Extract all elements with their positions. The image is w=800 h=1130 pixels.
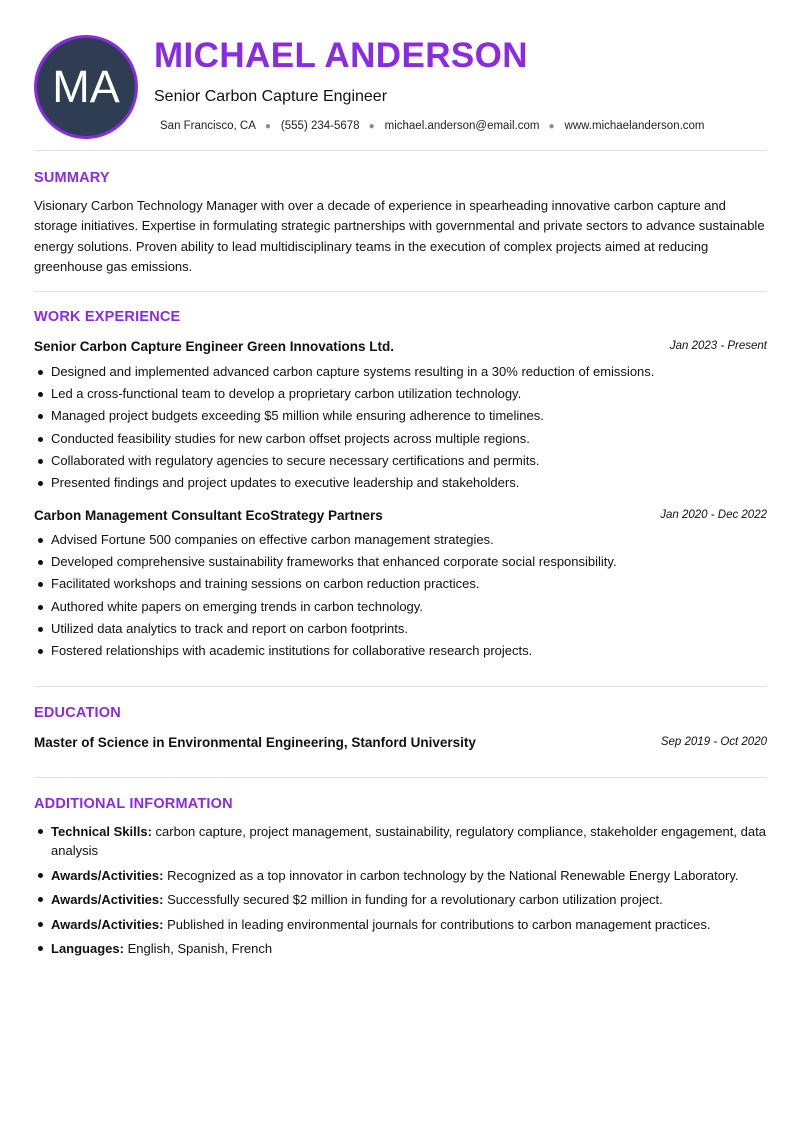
job-dates: Jan 2023 - Present <box>669 340 767 352</box>
contact-bar <box>160 120 705 132</box>
list-item <box>34 866 767 885</box>
candidate-title: Senior Carbon Capture Engineer <box>154 88 388 105</box>
education-heading: EDUCATION <box>34 705 121 721</box>
avatar-initials: MA <box>52 61 120 112</box>
list-item: Utilized data analytics to track and report on carbon footprints. <box>34 618 767 640</box>
list-item <box>34 939 767 958</box>
additional-info-heading: ADDITIONAL INFORMATION <box>34 796 233 812</box>
job-role: Senior Carbon Capture Engineer Green Innovations Ltd. <box>34 338 395 354</box>
divider <box>34 686 767 687</box>
list-item: Fostered relationships with academic institutions for collaborative research projects. <box>34 640 767 662</box>
item-label: Awards/Activities: <box>51 867 164 883</box>
job-dates: Jan 2020 - Dec 2022 <box>660 509 767 521</box>
list-item: Developed comprehensive sustainability frameworks that enhanced corporate social responsibility. <box>34 551 767 573</box>
list-item: Authored white papers on emerging trends in carbon technology. <box>34 596 767 618</box>
job-role: Carbon Management Consultant EcoStrategy Partners <box>34 507 383 523</box>
list-item: Advised Fortune 500 companies on effective carbon management strategies. <box>34 529 767 551</box>
list-item: Managed project budgets exceeding $5 million while ensuring adherence to timelines. <box>34 405 767 427</box>
candidate-name: MICHAEL ANDERSON <box>154 36 528 75</box>
contact-location: San Francisco, CA <box>160 120 256 132</box>
job-bullets <box>34 361 767 494</box>
divider <box>34 291 767 292</box>
separator-dot-icon: ● <box>264 120 271 132</box>
education-dates: Sep 2019 - Oct 2020 <box>660 736 767 748</box>
item-label: Awards/Activities: <box>51 892 164 907</box>
separator-dot-icon: ● <box>548 120 555 132</box>
job-header <box>34 336 767 356</box>
summary-heading: SUMMARY <box>34 170 110 186</box>
education-degree: Master of Science in Environmental Engineering, Stanford University <box>34 734 476 750</box>
item-text: Published in leading environmental journals for contributions to carbon management practices. <box>163 916 711 932</box>
contact-phone: (555) 234-5678 <box>280 120 360 132</box>
list-item: Collaborated with regulatory agencies to secure necessary certifications and permits. <box>34 450 767 472</box>
item-label: Languages: <box>51 941 124 956</box>
contact-website[interactable]: www.michaelanderson.com <box>564 120 705 132</box>
list-item: Conducted feasibility studies for new carbon offset projects across multiple regions. <box>34 428 767 450</box>
contact-email[interactable]: michael.anderson@email.com <box>384 120 540 132</box>
item-text: Successfully secured $2 million in funding for a revolutionary carbon utilization project. <box>163 892 663 907</box>
avatar <box>34 35 138 139</box>
list-item: Designed and implemented advanced carbon capture systems resulting in a 30% reduction of emissions. <box>34 361 767 383</box>
separator-dot-icon: ● <box>368 120 375 132</box>
item-text: carbon capture, project management, sustainability, regulatory compliance, stakeholder engagement, data analysis <box>51 824 766 858</box>
item-label: Awards/Activities: <box>51 916 164 932</box>
list-item <box>34 822 767 860</box>
list-item: Presented findings and project updates to executive leadership and stakeholders. <box>34 472 767 494</box>
job-header <box>34 505 767 525</box>
summary-text: Visionary Carbon Technology Manager with over a decade of experience in spearheading innovative carbon capture and storage initiatives. Expertise in formulating strategic partnerships with governmental and private sectors to advance sustainable energy solutions. Proven ability to lead multidisciplinary teams in the execution of complex projects aimed at reducing greenhouse gas emissions. <box>34 198 765 274</box>
work-experience-heading: WORK EXPERIENCE <box>34 309 181 325</box>
education-entry <box>34 732 767 752</box>
list-item <box>34 890 767 909</box>
item-text: Recognized as a top innovator in carbon technology by the National Renewable Energy Laboratory. <box>163 867 739 883</box>
item-label: Technical Skills: <box>51 824 152 839</box>
additional-info-list <box>34 822 767 964</box>
list-item <box>34 915 767 934</box>
list-item: Led a cross-functional team to develop a proprietary carbon utilization technology. <box>34 383 767 405</box>
divider <box>34 777 767 778</box>
divider <box>34 150 767 151</box>
item-text: English, Spanish, French <box>123 941 273 956</box>
list-item: Facilitated workshops and training sessions on carbon reduction practices. <box>34 573 767 595</box>
job-bullets <box>34 529 767 662</box>
